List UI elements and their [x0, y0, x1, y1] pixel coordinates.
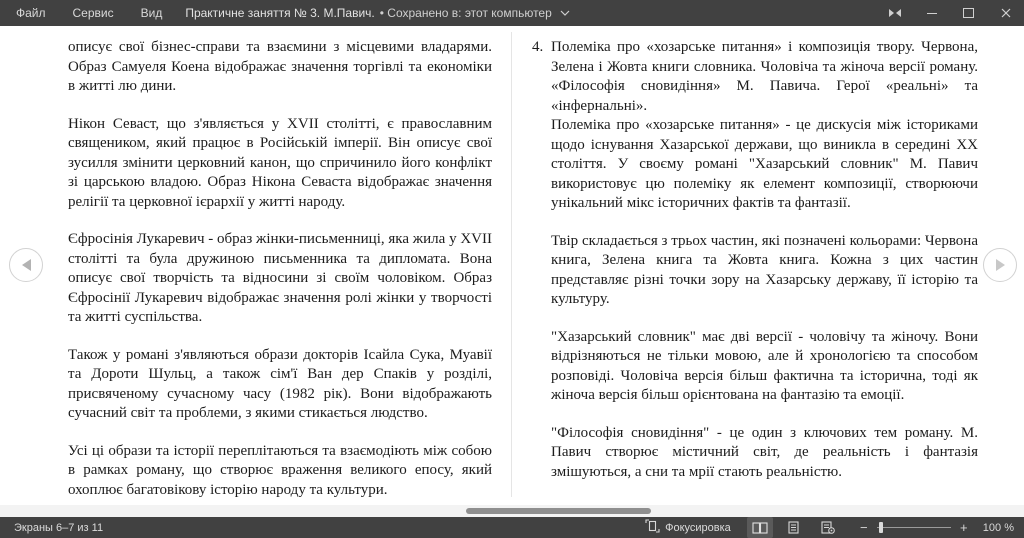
left-page-column — [68, 38, 492, 500]
horizontal-scrollbar-track[interactable] — [0, 505, 1024, 517]
menu-file[interactable]: Файл — [16, 6, 46, 20]
save-status: • Сохранено в: этот компьютер — [379, 6, 552, 20]
paragraph: Єфросінія Лукаревич - образ жінки-письменниці, яка жила у XVII столітті та була дружиною письменника та дипломата. Вона описує свої творчість та відносини зі своїм чоловіком. Образ Єфросінії Лукаревич відображає значення ролі жінки у творчості та житті суспільства. — [68, 231, 492, 325]
paragraph: Також у романі з'являються образи докторів Ісайла Сука, Муавії та Дороти Шульц, а також сім'ї Ван дер Спаків у розділі, присвяченому сучасному часу (1982 рік). Вони відображають сучасний світ та проблеми, з якими стикається людство. — [68, 346, 492, 421]
horizontal-scrollbar-thumb[interactable] — [466, 508, 651, 514]
right-page-column — [532, 38, 978, 482]
paragraph: Полеміка про «хозарське питання» - це дискусія між істориками щодо існування Хазарської держави, що виникла в середині XX століття. У своєму романі "Хазарський словник" М. Павич використовує цю полеміку як елемент композиції, створюючи унікальний мікс історичних фактів та фантазії. — [551, 117, 978, 211]
next-screen-arrow[interactable] — [983, 248, 1017, 282]
close-icon[interactable] — [987, 0, 1024, 26]
triangle-right-icon — [996, 259, 1005, 271]
paragraph: Нікон Севаст, що з'являється у XVII столітті, є православним священиком, який працює в Російській імперії. Він описує свої зусилля змінити церковний канон, що спричинило його конфлікт зі царською владою. Образ Нікона Севаста відображає значення релігії та церковної ієрархії у житті народу. — [68, 115, 492, 210]
focus-label: Фокусировка — [665, 521, 731, 534]
maximize-icon[interactable] — [950, 0, 987, 26]
zoom-in-button[interactable]: + — [960, 520, 968, 535]
triangle-left-icon — [22, 259, 31, 271]
titlebar — [0, 0, 1024, 26]
reading-surface — [0, 26, 1024, 505]
menu-view[interactable]: Вид — [140, 6, 163, 20]
statusbar-right-group — [645, 517, 1024, 538]
paragraph: Усі ці образи та історії переплітаються та взаємодіють між собою в рамках роману, що створює враження великого епосу, який охоплює багатовікову історію народу та культури. — [68, 442, 492, 498]
zoom-slider-thumb[interactable] — [879, 522, 883, 533]
auto-hide-toolbar-icon[interactable] — [876, 0, 913, 26]
chevron-down-icon[interactable] — [560, 10, 570, 16]
minimize-icon[interactable] — [913, 0, 950, 26]
page-settings-icon[interactable] — [815, 517, 841, 538]
zoom-slider[interactable] — [877, 527, 951, 528]
numbered-list-item — [532, 38, 978, 482]
screens-counter[interactable]: Экраны 6–7 из 11 — [14, 521, 104, 534]
zoom-controls — [859, 520, 1014, 535]
focus-button[interactable] — [645, 517, 731, 538]
paragraph: Твір складається з трьох частин, які позначені кольорами: Червона книга, Зелена книга та Жовта книга. Кожна з цих частин представляє різні точки зору на Хазарську державу, її історію та культуру. — [551, 232, 978, 307]
focus-icon — [645, 519, 660, 536]
column-divider — [511, 32, 512, 497]
two-page-view-icon[interactable] — [747, 517, 773, 538]
document-title-group[interactable] — [185, 6, 569, 20]
list-item-heading: Полеміка про «хозарське питання» і композиція твору. Червона, Зелена і Жовта книги словника. Чоловіча та жіноча версії роману. «Філософія сновидіння» М. Павича. Герої «реальні» та «інфернальні». — [551, 39, 978, 114]
zoom-out-button[interactable]: − — [860, 520, 868, 535]
list-number: 4. — [532, 39, 544, 55]
page-title: Практичне заняття № 3. М.Павич. — [185, 6, 375, 20]
statusbar — [0, 517, 1024, 538]
zoom-level[interactable]: 100 % — [982, 521, 1014, 534]
menu-tools[interactable]: Сервис — [72, 6, 114, 20]
paragraph: описує свої бізнес-справи та взаємини з місцевими владарями. Образ Самуеля Коена відображає значення торгівлі та економіки в житті лю дини. — [68, 39, 492, 94]
paragraph: "Хазарський словник" має дві версії - чоловічу та жіночу. Вони відрізняються не тільки мовою, але й хронологією та способом розповіді. Чоловіча версія більш фактична та історична, тоді як жіноча версія більш орієнтована на фантазію та емоції. — [551, 328, 978, 403]
paragraph: "Філософія сновидіння" - це один з ключових тем роману. М. Павич створює містичний світ, де реальність і фантазія змішуються, а сни та мрії стають реальністю. — [551, 424, 978, 480]
single-page-view-icon[interactable] — [781, 517, 807, 538]
previous-screen-arrow[interactable] — [9, 248, 43, 282]
